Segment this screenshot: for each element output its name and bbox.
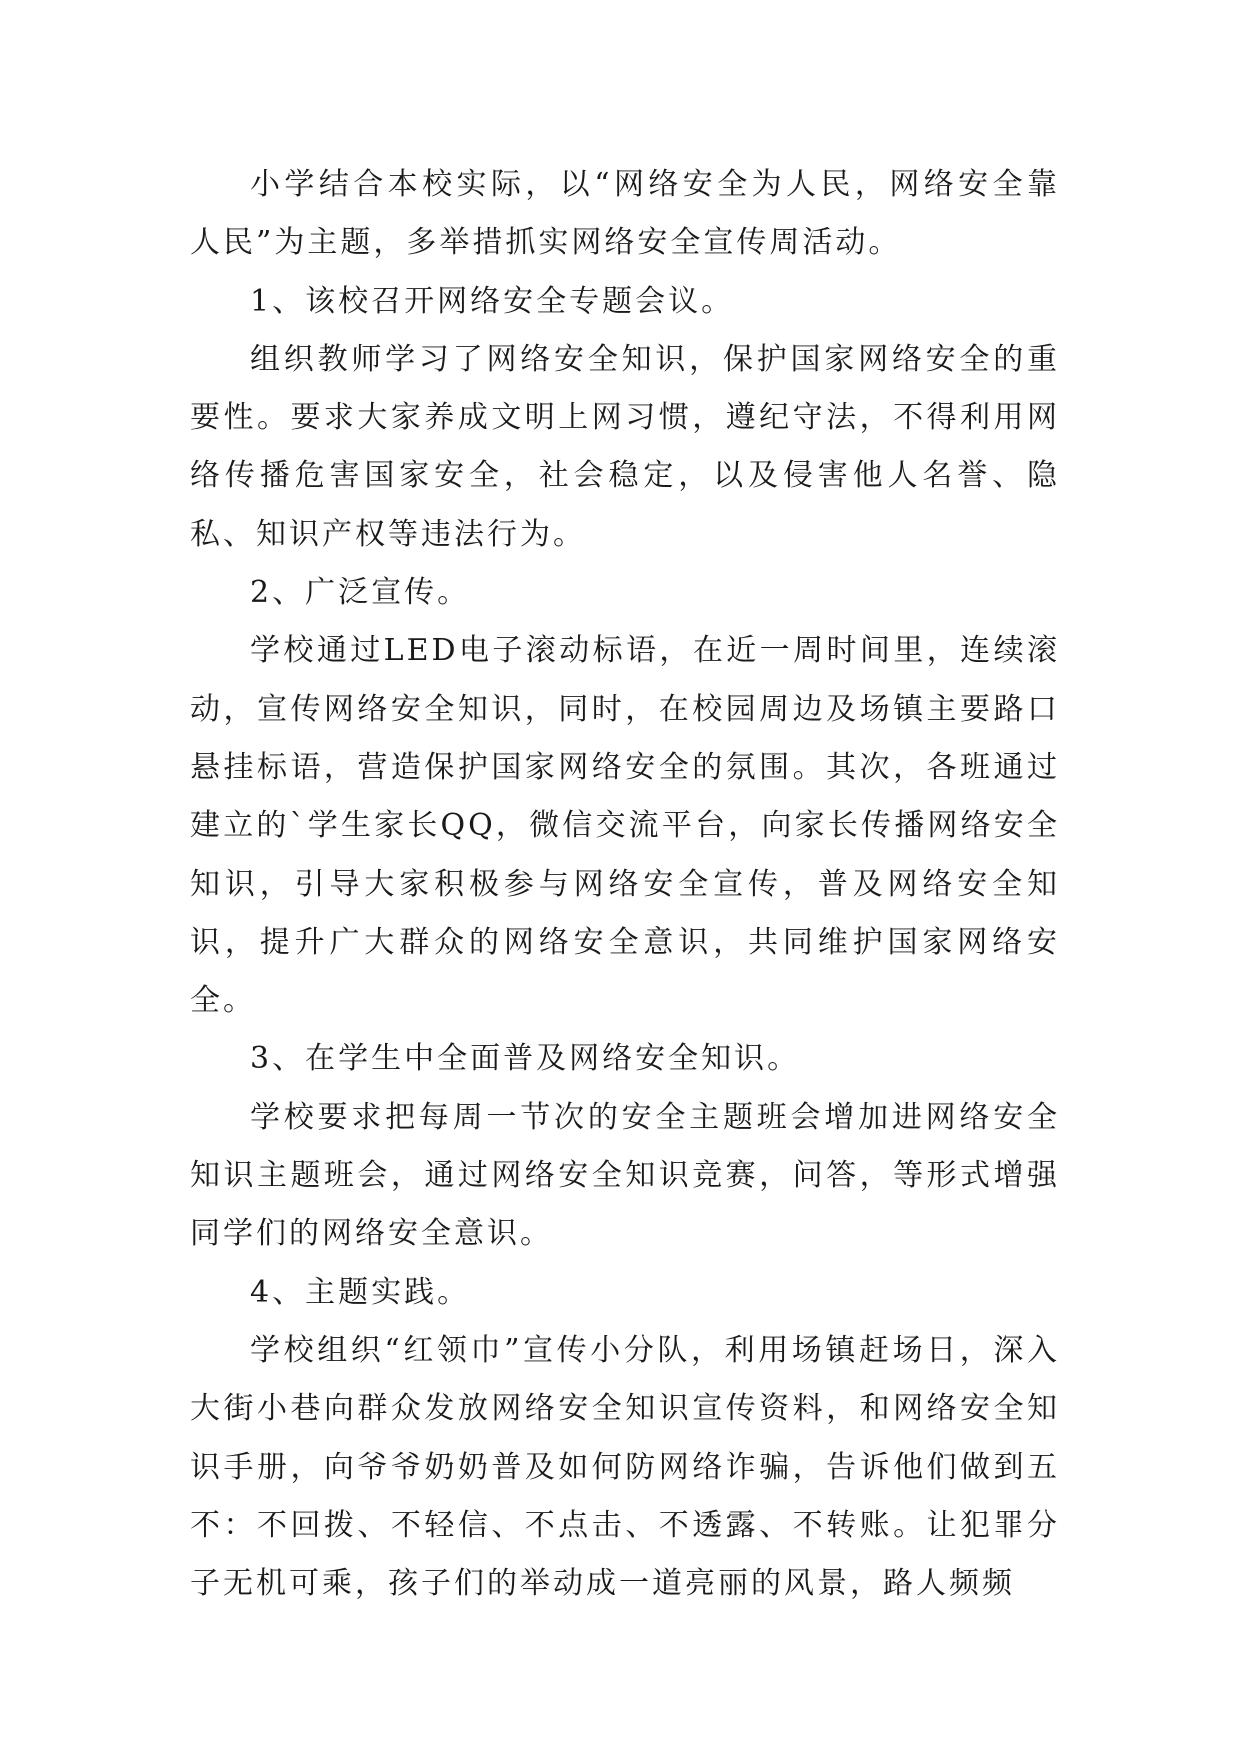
document-body <box>190 156 1060 1613</box>
heading-publicity: 2、广泛宣传。 <box>250 575 471 611</box>
heading-students: 3、在学生中全面普及网络安全知识。 <box>250 1041 801 1077</box>
paragraph-intro: 小学结合本校实际，以“网络安全为人民，网络安全靠人民”为主题，多举措抓实网络安全宣传周活动。 <box>190 167 1060 261</box>
paragraph-practice: 学校组织“红领巾”宣传小分队，利用场镇赶场日，深入大街小巷向群众发放网络安全知识宣传资料，和网络安全知识手册，向爷爷奶奶普及如何防网络诈骗，告诉他们做到五不：不回拨、不轻信、不点击、不透露、不转账。让犯罪分子无机可乘，孩子们的举动成一道亮丽的风景，路人频频 <box>190 1332 1060 1602</box>
paragraph-meeting: 组织教师学习了网络安全知识，保护国家网络安全的重要性。要求大家养成文明上网习惯，遵纪守法，不得利用网络传播危害国家安全，社会稳定，以及侵害他人名誉、隐私、知识产权等违法行为。 <box>190 341 1060 552</box>
heading-practice: 4、主题实践。 <box>250 1274 471 1310</box>
paragraph-students: 学校要求把每周一节次的安全主题班会增加进网络安全知识主题班会，通过网络安全知识竞赛，问答，等形式增强同学们的网络安全意识。 <box>190 1099 1060 1252</box>
paragraph-publicity: 学校通过LED电子滚动标语，在近一周时间里，连续滚动，宣传网络安全知识，同时，在校园周边及场镇主要路口悬挂标语，营造保护国家网络安全的氛围。其次，各班通过建立的`学生家长QQ，微信交流平台，向家长传播网络安全知识，引导大家积极参与网络安全宣传，普及网络安全知识，提升广大群众的网络安全意识，共同维护国家网络安全。 <box>190 633 1060 1019</box>
heading-meeting: 1、该校召开网络安全专题会议。 <box>250 283 735 319</box>
